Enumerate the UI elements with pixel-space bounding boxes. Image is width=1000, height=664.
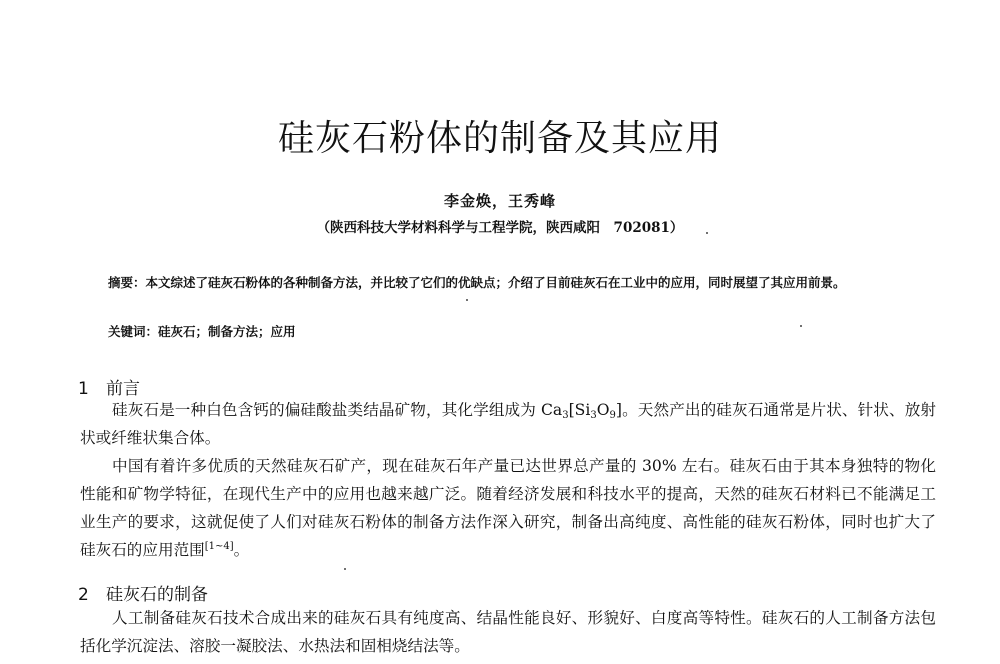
section-1-paragraph-1: 硅灰石是一种白色含钙的偏硅酸盐类结晶矿物，其化学组成为 $Ca_3[Si_3O_9]$。天然产出的硅灰石通常是片状、针状、放射状或纤维状集合体。 bbox=[80, 401, 937, 447]
keywords-label: 关键词： bbox=[108, 324, 159, 339]
keywords bbox=[108, 322, 928, 340]
keywords-text: 硅灰石；制备方法；应用 bbox=[158, 324, 296, 339]
abstract-text: 本文综述了硅灰石粉体的各种制备方法，并比较了它们的优缺点；介绍了目前硅灰石在工业中的应用，同时展望了其应用前景。 bbox=[145, 275, 846, 290]
section-2-title: 硅灰石的制备 bbox=[106, 585, 208, 605]
section-2-paragraph-1: 人工制备硅灰石技术合成出来的硅灰石具有纯度高、结晶性能良好、形貌好、白度高等特性。硅灰石的人工制备方法包括化学沉淀法、溶胶一凝胶法、水热法和固相烧结法等。 bbox=[80, 609, 936, 655]
section-2-body bbox=[80, 604, 936, 660]
section-1-number: 1 bbox=[78, 379, 89, 399]
affiliation: （陕西科技大学材料科学与工程学院，陕西咸阳 702081） bbox=[316, 220, 684, 236]
scan-speck bbox=[466, 299, 468, 301]
scan-speck bbox=[706, 232, 708, 234]
section-2-heading bbox=[78, 580, 208, 605]
paper-title: 硅灰石粉体的制备及其应用 bbox=[277, 118, 722, 160]
section-2-number: 2 bbox=[78, 585, 89, 605]
abstract bbox=[108, 270, 928, 296]
abstract-label: 摘要： bbox=[108, 275, 146, 290]
authors: 李金焕，王秀峰 bbox=[443, 192, 556, 210]
section-1-paragraph-2: 中国有着许多优质的天然硅灰石矿产，现在硅灰石年产量已达世界总产量的 30% 左右。硅灰石由于其本身独特的物化性能和矿物学特征，在现代生产中的应用也越来越广泛。随着经济发展和科技水平的提高，天然的硅灰石材料已不能满足工业生产的要求，这就促使了人们对硅灰石粉体的制备方法作深入研究，制备出高纯度、高性能的硅灰石粉体，同时也扩大了硅灰石的应用范围[1~4]。 bbox=[80, 457, 936, 559]
citation: [1~4] bbox=[204, 541, 234, 552]
scan-speck bbox=[800, 325, 802, 327]
scan-speck bbox=[344, 568, 346, 570]
section-1-title: 前言 bbox=[106, 379, 140, 399]
section-1-body bbox=[80, 396, 936, 564]
